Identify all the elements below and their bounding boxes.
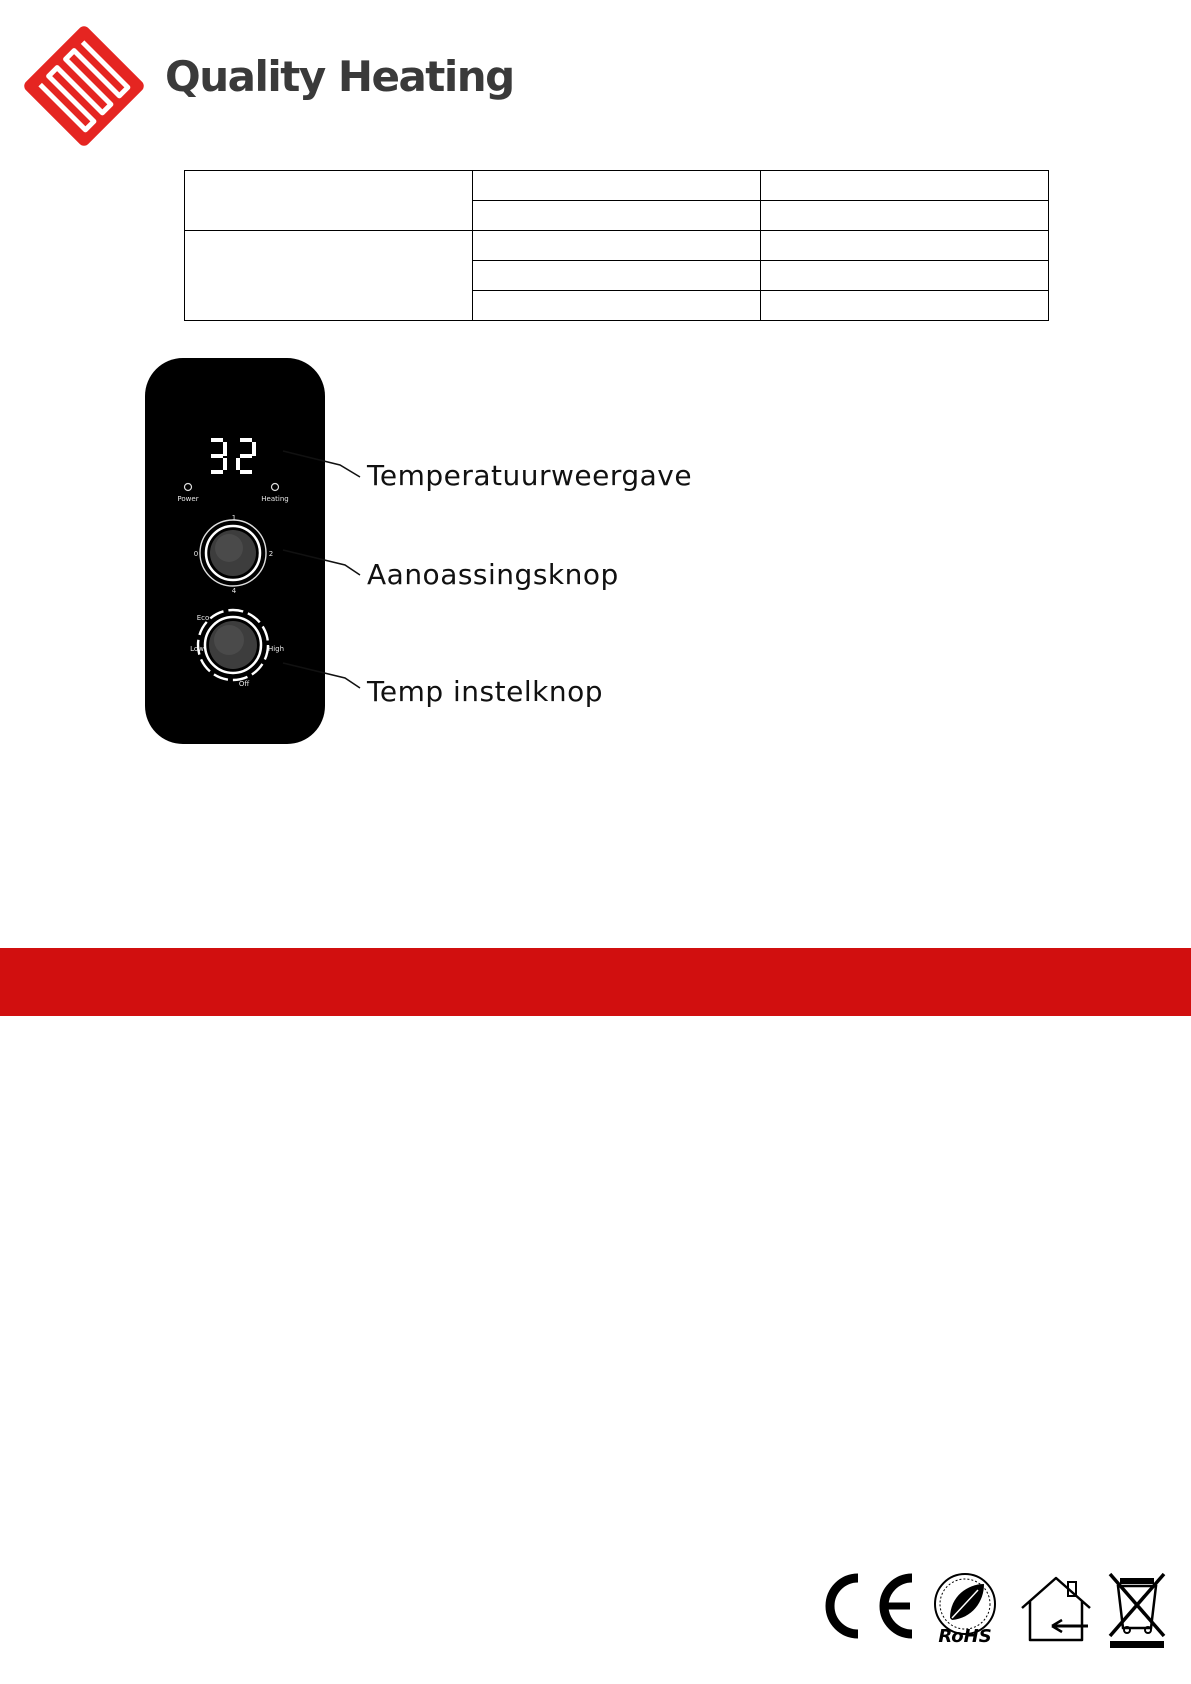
ce-mark-icon <box>818 1570 918 1642</box>
table-cell <box>761 201 1049 231</box>
temp-knob-mark: Off <box>238 680 250 688</box>
table-cell <box>473 291 761 321</box>
section-divider-band <box>0 948 1191 1016</box>
table-cell <box>473 171 761 201</box>
heating-coil-icon <box>22 24 146 148</box>
heating-indicator-icon <box>272 484 279 491</box>
power-knob-mark: 4 <box>231 587 237 595</box>
table-cell <box>185 171 473 231</box>
display-segment <box>240 438 252 442</box>
table-cell <box>761 261 1049 291</box>
table-cell <box>761 171 1049 201</box>
table-row <box>185 171 1049 201</box>
brand-name: Quality Heating <box>165 52 514 101</box>
control-panel <box>145 358 325 744</box>
callout-power-knob: Aanoassingsknop <box>367 558 619 591</box>
table-cell <box>473 201 761 231</box>
temp-knob-mark: High <box>267 645 285 653</box>
table-cell <box>473 231 761 261</box>
display-segment <box>211 454 223 458</box>
display-segment <box>240 454 252 458</box>
display-segment <box>236 458 240 470</box>
power-knob-mark: 0 <box>193 550 199 558</box>
heating-indicator-label: Heating <box>261 495 289 503</box>
power-indicator-label: Power <box>177 495 199 503</box>
temperature-display <box>145 358 256 474</box>
power-knob[interactable] <box>200 520 266 586</box>
temp-knob-mark: Low <box>190 645 204 653</box>
table-cell <box>761 291 1049 321</box>
display-segment <box>223 458 227 470</box>
temp-knob-mark: Eco <box>196 614 210 622</box>
display-segment <box>252 442 256 456</box>
power-knob-mark: 2 <box>268 550 274 558</box>
table-cell <box>185 231 473 321</box>
callout-temperature-display: Temperatuurweergave <box>367 459 693 492</box>
weee-bin-icon <box>1106 1570 1168 1650</box>
display-segment <box>211 470 223 474</box>
table-row <box>185 231 1049 261</box>
display-segment <box>211 438 223 442</box>
display-segment <box>223 442 227 456</box>
indoor-use-icon <box>1016 1574 1096 1644</box>
power-knob-mark: 1 <box>231 514 237 522</box>
power-indicator-icon <box>185 484 192 491</box>
table-cell <box>761 231 1049 261</box>
spec-table <box>184 170 1049 321</box>
rohs-label: RoHS <box>938 1626 992 1644</box>
display-segment <box>240 470 252 474</box>
table-cell <box>473 261 761 291</box>
rohs-icon <box>928 1572 1002 1644</box>
callout-temp-knob: Temp instelknop <box>367 675 603 708</box>
